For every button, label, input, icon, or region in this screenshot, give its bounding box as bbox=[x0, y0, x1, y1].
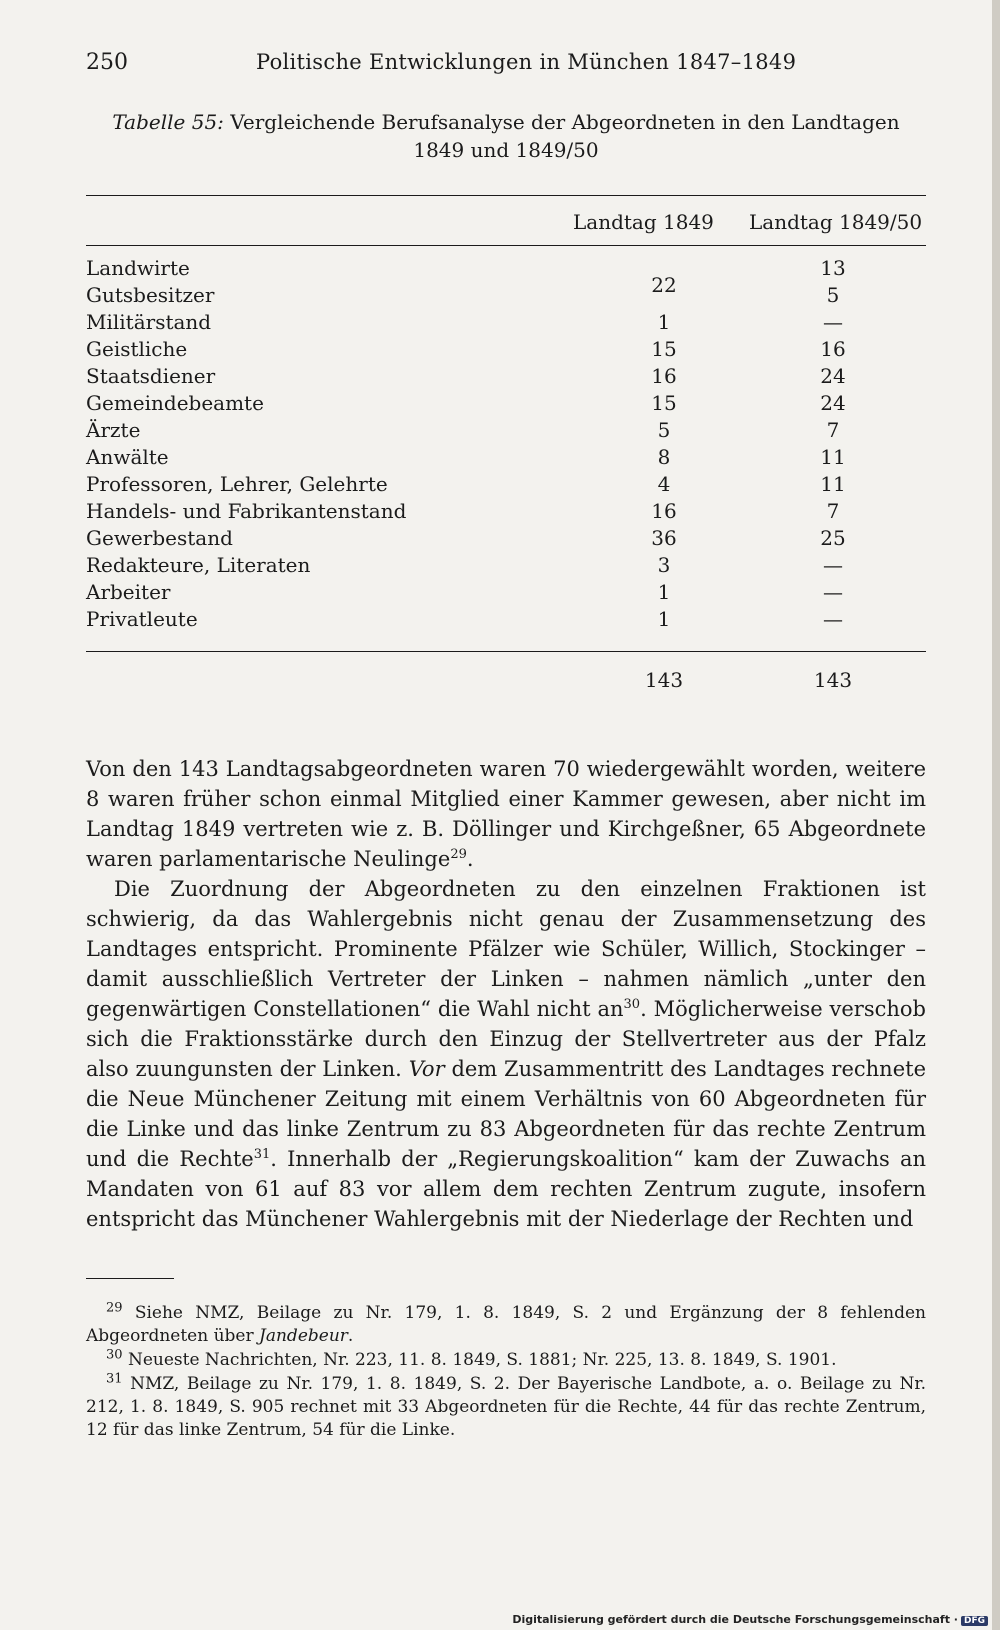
table-row bbox=[86, 256, 926, 284]
row-label: Militärstand bbox=[86, 310, 212, 334]
cell-1849: 1 bbox=[657, 310, 671, 334]
cell-1849: 3 bbox=[657, 553, 671, 577]
row-label: Privatleute bbox=[86, 607, 198, 631]
cell-1849: 15 bbox=[651, 391, 677, 415]
cell-1849: 16 bbox=[651, 364, 677, 388]
running-title: Politische Entwicklungen in München 1847–1849 bbox=[256, 50, 797, 74]
cell-1849-50: — bbox=[823, 580, 843, 604]
footnote-number: 30 bbox=[106, 1347, 123, 1363]
cell-1849: 36 bbox=[651, 526, 677, 550]
table-row bbox=[86, 526, 926, 554]
table-row bbox=[86, 337, 926, 365]
table-row bbox=[86, 580, 926, 608]
cell-1849-50: — bbox=[823, 607, 843, 631]
caption-line2: 1849 und 1849/50 bbox=[413, 138, 599, 162]
cell-1849-50: — bbox=[823, 310, 843, 334]
paragraph-2 bbox=[86, 874, 926, 1234]
paragraph-2-part-a: Die Zuordnung der Abgeordneten zu den einzelnen Fraktionen ist schwierig, da das Wahlergebnis nicht genau der Zusammensetzung des Landtages entspricht. Prominente Pfälzer wie Schüler, Willich, Stockinger – damit ausschließlich Vertreter der Linken – nahmen nämlich „unter den gegenwärtigen Constellationen“ die Wahl nicht an bbox=[86, 877, 926, 1021]
cell-1849-50: 24 bbox=[820, 391, 846, 415]
page-edge bbox=[992, 0, 1000, 1630]
footnote-ref-29: 29 bbox=[450, 847, 467, 862]
cell-1849-50: 25 bbox=[820, 526, 846, 550]
table-row bbox=[86, 553, 926, 581]
table-row bbox=[86, 472, 926, 500]
paragraph-2-part-c: dem Zusammentritt des Landtages rechnete die Neue Münchener Zeitung mit einem Verhältnis von 60 Abgeordneten für die Linke und das linke Zentrum zu 83 Abgeordneten für das rechte Zentrum und die Rechte bbox=[86, 1057, 927, 1171]
table-row bbox=[86, 391, 926, 419]
footnote-29 bbox=[86, 1302, 926, 1348]
paragraph-2-emphasis: Vor bbox=[408, 1057, 445, 1081]
cell-1849: 5 bbox=[657, 418, 671, 442]
footnote-31 bbox=[86, 1373, 926, 1442]
occupation-table bbox=[86, 195, 926, 712]
cell-1849-50: — bbox=[823, 553, 843, 577]
cell-1849-50: 7 bbox=[826, 418, 840, 442]
cell-1849: 1 bbox=[657, 580, 671, 604]
caption-label: Tabelle 55: bbox=[112, 110, 224, 134]
table-total-row bbox=[86, 652, 926, 712]
cell-1849-50: 16 bbox=[820, 337, 846, 361]
merged-cell-landwirte-gutsbesitzer: 22 bbox=[651, 273, 677, 297]
dfg-logo-icon: DFG bbox=[961, 1616, 988, 1626]
cell-1849: 15 bbox=[651, 337, 677, 361]
footnote-rule bbox=[86, 1278, 174, 1279]
total-1849-50: 143 bbox=[813, 668, 853, 692]
table-row bbox=[86, 283, 926, 311]
footnote-text: NMZ, Beilage zu Nr. 179, 1. 8. 1849, S. 2. Der Bayerische Landbote, a. o. Beilage zu Nr. 212, 1. 8. 1849, S. 905 rechnet mit 33 Abgeordneten für die Rechte, 44 für das rechte Zentrum, 12 für das linke Zentrum, 54 für die Linke. bbox=[86, 1374, 927, 1440]
column-header-landtag-1849: Landtag 1849 bbox=[573, 210, 714, 234]
row-label: Arbeiter bbox=[86, 580, 171, 604]
cell-1849-50: 24 bbox=[820, 364, 846, 388]
table-caption bbox=[86, 108, 926, 164]
body-text bbox=[86, 754, 926, 1234]
row-label: Professoren, Lehrer, Gelehrte bbox=[86, 472, 388, 496]
page-number: 250 bbox=[86, 50, 128, 75]
row-label: Staatsdiener bbox=[86, 364, 216, 388]
footnote-ref-31: 31 bbox=[253, 1147, 271, 1162]
footnote-number: 31 bbox=[106, 1371, 123, 1387]
table-row bbox=[86, 418, 926, 446]
column-header-landtag-1849-50: Landtag 1849/50 bbox=[749, 210, 923, 234]
table-row bbox=[86, 607, 926, 635]
row-label: Gutsbesitzer bbox=[86, 283, 215, 307]
cell-1849: 4 bbox=[657, 472, 671, 496]
cell-1849-50: 11 bbox=[820, 445, 846, 469]
row-label: Gemeindebeamte bbox=[86, 391, 264, 415]
footnote-emphasis: Jandebeur bbox=[259, 1326, 348, 1346]
cell-1849: 16 bbox=[651, 499, 677, 523]
cell-1849-50: 13 bbox=[820, 256, 846, 280]
digitization-text: Digitalisierung gefördert durch die Deutsche Forschungsgemeinschaft · bbox=[512, 1613, 958, 1626]
paragraph-2-part-d: . Innerhalb der „Regierungskoalition“ kam der Zuwachs an Mandaten von 61 auf 83 vor allem dem rechten Zentrum zugute, insofern entspricht das Münchener Wahlergebnis mit der Niederlage der Rechten und bbox=[86, 1147, 927, 1231]
caption-text: Vergleichende Berufsanalyse der Abgeordneten in den Landtagen bbox=[230, 110, 900, 134]
footnote-end: . bbox=[347, 1326, 354, 1346]
paragraph-1-text: Von den 143 Landtagsabgeordneten waren 70 wiedergewählt worden, weitere 8 waren früher schon einmal Mitglied einer Kammer gewesen, aber nicht im Landtag 1849 vertreten wie z. B. Döllinger und Kirchgeßner, 65 Abgeordnete waren parlamentarische Neulinge bbox=[86, 757, 926, 871]
cell-1849-50: 7 bbox=[826, 499, 840, 523]
row-label: Geistliche bbox=[86, 337, 188, 361]
row-label: Ärzte bbox=[86, 418, 141, 442]
table-row bbox=[86, 499, 926, 527]
table-row bbox=[86, 445, 926, 473]
table-row bbox=[86, 310, 926, 338]
footnote-30 bbox=[86, 1349, 926, 1372]
cell-1849: 1 bbox=[657, 607, 671, 631]
footnote-text: Siehe NMZ, Beilage zu Nr. 179, 1. 8. 1849, S. 2 und Ergänzung der 8 fehlenden Abgeordneten über bbox=[86, 1303, 926, 1346]
cell-1849-50: 11 bbox=[820, 472, 846, 496]
row-label: Landwirte bbox=[86, 256, 190, 280]
row-label: Anwälte bbox=[86, 445, 169, 469]
table-row bbox=[86, 364, 926, 392]
table-body bbox=[86, 246, 926, 651]
footnote-ref-30: 30 bbox=[623, 997, 641, 1012]
footnote-text: Neueste Nachrichten, Nr. 223, 11. 8. 1849, S. 1881; Nr. 225, 13. 8. 1849, S. 1901. bbox=[127, 1350, 837, 1370]
row-label: Gewerbestand bbox=[86, 526, 233, 550]
row-label: Handels- und Fabrikantenstand bbox=[86, 499, 407, 523]
footnote-number: 29 bbox=[106, 1300, 123, 1316]
paragraph-2-part-b: . Möglicherweise verschob sich die Fraktionsstärke durch den Einzug der Stellvertreter aus der Pfalz also zuungunsten der Linken. bbox=[86, 997, 926, 1081]
cell-1849: 8 bbox=[657, 445, 671, 469]
digitization-notice bbox=[512, 1613, 988, 1626]
table-header-row bbox=[86, 196, 926, 245]
running-head bbox=[86, 50, 926, 84]
paragraph-1-end: . bbox=[466, 847, 474, 871]
row-label: Redakteure, Literaten bbox=[86, 553, 311, 577]
total-1849: 143 bbox=[644, 668, 684, 692]
footnotes bbox=[86, 1302, 926, 1443]
paragraph-1 bbox=[86, 754, 926, 874]
cell-1849-50: 5 bbox=[826, 283, 840, 307]
